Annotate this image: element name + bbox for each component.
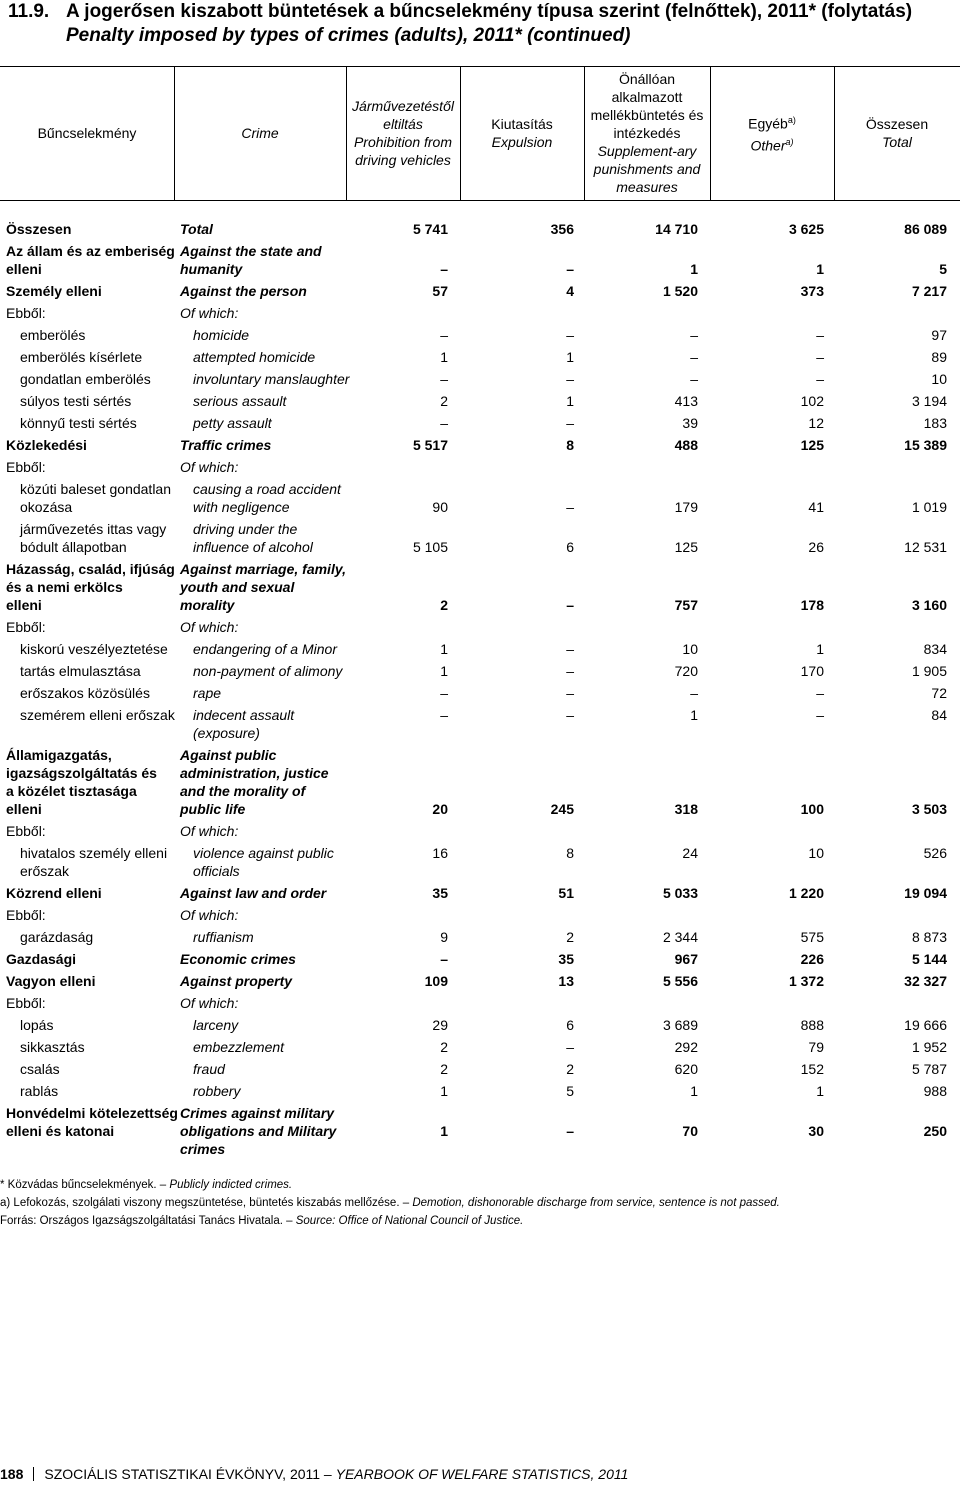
row-label-en: homicide bbox=[193, 327, 250, 343]
page-footer bbox=[0, 1465, 628, 1483]
cell-value: – bbox=[440, 951, 448, 967]
cell-value: 3 689 bbox=[662, 1017, 698, 1033]
cell-value: – bbox=[566, 327, 574, 343]
cell-value: 1 bbox=[816, 641, 824, 657]
cell-value: – bbox=[440, 415, 448, 431]
cell-value: 5 144 bbox=[911, 951, 947, 967]
header-prohibition: Járművezetéstől eltiltás Prohibition from driving vehicles bbox=[352, 98, 454, 168]
cell-value: 356 bbox=[550, 221, 574, 237]
cell-value: 1 952 bbox=[911, 1039, 947, 1055]
cell-value: 178 bbox=[800, 597, 824, 613]
row-label-hu: Ebből: bbox=[6, 459, 46, 475]
row-label-en: driving under the influence of alcohol bbox=[193, 521, 313, 555]
header-crime-hu: Bűncselekmény bbox=[37, 125, 137, 141]
cell-value: 125 bbox=[800, 437, 824, 453]
cell-value: 1 019 bbox=[911, 499, 947, 515]
row-label-hu: Gazdasági bbox=[6, 951, 77, 967]
cell-value: – bbox=[816, 327, 824, 343]
cell-value: – bbox=[690, 371, 698, 387]
footnote-star: * Közvádas bűncselekmények. – Publicly indicted crimes. bbox=[0, 1179, 293, 1191]
cell-value: 1 372 bbox=[788, 973, 824, 989]
cell-value: 5 556 bbox=[662, 973, 698, 989]
cell-value: 720 bbox=[674, 663, 698, 679]
cell-value: – bbox=[690, 327, 698, 343]
row-label-en: Of which: bbox=[180, 823, 239, 839]
row-label-en: Crimes against military obligations and Military crimes bbox=[180, 1105, 337, 1157]
row-label-hu: Az állam és az emberiség elleni bbox=[6, 243, 175, 277]
cell-value: – bbox=[566, 261, 574, 277]
table-row bbox=[0, 972, 960, 990]
cell-value: 988 bbox=[923, 1083, 947, 1099]
cell-value: 3 625 bbox=[788, 221, 824, 237]
cell-value: 5 105 bbox=[412, 539, 448, 555]
cell-value: 19 094 bbox=[904, 885, 947, 901]
header-total: Összesen Total bbox=[865, 116, 929, 150]
cell-value: – bbox=[440, 327, 448, 343]
cell-value: 2 bbox=[440, 597, 448, 613]
cell-value: 888 bbox=[800, 1017, 824, 1033]
cell-value: 183 bbox=[923, 415, 947, 431]
header-bottom-rule bbox=[0, 200, 960, 201]
cell-value: – bbox=[440, 685, 448, 701]
cell-value: 9 bbox=[440, 929, 448, 945]
row-label-en: involuntary manslaughter bbox=[193, 371, 350, 387]
cell-value: 35 bbox=[558, 951, 574, 967]
cell-value: 5 bbox=[939, 261, 947, 277]
header-supplementary: Önállóan alkalmazott mellékbüntetés és intézkedés Supplement-ary punishments and measures bbox=[590, 71, 704, 195]
row-label-hu: Személy elleni bbox=[6, 283, 102, 299]
cell-value: 2 bbox=[440, 1061, 448, 1077]
cell-value: 12 bbox=[808, 415, 824, 431]
cell-value: 84 bbox=[931, 707, 947, 723]
cell-value: – bbox=[566, 415, 574, 431]
cell-value: 250 bbox=[923, 1123, 947, 1139]
table-row bbox=[0, 220, 960, 238]
row-label-en: larceny bbox=[193, 1017, 239, 1033]
footer-title-hu: SZOCIÁLIS STATISZTIKAI ÉVKÖNYV, 2011 – bbox=[44, 1466, 336, 1482]
table-row bbox=[0, 1104, 960, 1158]
row-label-hu: Ebből: bbox=[6, 995, 46, 1011]
cell-value: 3 160 bbox=[911, 597, 947, 613]
cell-value: 5 033 bbox=[662, 885, 698, 901]
cell-value: 1 bbox=[816, 1083, 824, 1099]
row-label-en: Traffic crimes bbox=[180, 437, 272, 453]
cell-value: 226 bbox=[800, 951, 824, 967]
cell-value: 488 bbox=[674, 437, 698, 453]
cell-value: – bbox=[690, 685, 698, 701]
cell-value: 152 bbox=[800, 1061, 824, 1077]
cell-value: – bbox=[566, 641, 574, 657]
row-label-hu: Ebből: bbox=[6, 619, 46, 635]
table-row bbox=[0, 950, 960, 968]
cell-value: 2 344 bbox=[662, 929, 698, 945]
table-row bbox=[0, 706, 960, 742]
row-label-en: Against law and order bbox=[180, 885, 327, 901]
row-label-hu: közúti baleset gondatlan okozása bbox=[20, 481, 171, 515]
footnotes bbox=[0, 1176, 960, 1230]
row-label-hu: hivatalos személy elleni erőszak bbox=[20, 845, 168, 879]
row-label-en: Economic crimes bbox=[180, 951, 296, 967]
cell-value: 5 bbox=[566, 1083, 574, 1099]
cell-value: – bbox=[690, 349, 698, 365]
table-row bbox=[0, 684, 960, 702]
table-title-en: Penalty imposed by types of crimes (adults), 2011* (continued) bbox=[66, 25, 631, 46]
table-row bbox=[0, 560, 960, 614]
cell-value: 10 bbox=[682, 641, 698, 657]
cell-value: 2 bbox=[566, 1061, 574, 1077]
cell-value: – bbox=[566, 499, 574, 515]
cell-value: 413 bbox=[674, 393, 698, 409]
row-label-en: Of which: bbox=[180, 305, 239, 321]
cell-value: – bbox=[816, 371, 824, 387]
table-row bbox=[0, 436, 960, 454]
table-row bbox=[0, 662, 960, 680]
table-row bbox=[0, 458, 960, 476]
row-label-hu: Honvédelmi kötelezettség elleni és katonai bbox=[6, 1105, 178, 1139]
cell-value: 575 bbox=[800, 929, 824, 945]
cell-value: 32 327 bbox=[904, 973, 947, 989]
row-label-hu: Ebből: bbox=[6, 305, 46, 321]
cell-value: – bbox=[566, 371, 574, 387]
cell-value: 5 517 bbox=[412, 437, 448, 453]
row-label-hu: szemérem elleni erőszak bbox=[20, 707, 175, 723]
row-label-en: violence against public officials bbox=[193, 845, 334, 879]
cell-value: 179 bbox=[674, 499, 698, 515]
table-row bbox=[0, 1038, 960, 1056]
row-label-hu: járművezetés ittas vagy bódult állapotban bbox=[20, 521, 167, 555]
cell-value: 1 bbox=[690, 261, 698, 277]
row-label-en: non-payment of alimony bbox=[193, 663, 343, 679]
cell-value: 5 741 bbox=[412, 221, 448, 237]
row-label-hu: gondatlan emberölés bbox=[20, 371, 151, 387]
cell-value: 3 194 bbox=[911, 393, 947, 409]
cell-value: – bbox=[440, 261, 448, 277]
row-label-en: robbery bbox=[193, 1083, 241, 1099]
table-row bbox=[0, 994, 960, 1012]
table-row bbox=[0, 282, 960, 300]
cell-value: 834 bbox=[923, 641, 947, 657]
cell-value: 10 bbox=[931, 371, 947, 387]
cell-value: 6 bbox=[566, 539, 574, 555]
cell-value: 39 bbox=[682, 415, 698, 431]
row-label-en: Against public administration, justice and the morality of public life bbox=[180, 747, 329, 817]
cell-value: 35 bbox=[432, 885, 448, 901]
table-row bbox=[0, 1060, 960, 1078]
row-label-hu: Ebből: bbox=[6, 907, 46, 923]
table-title bbox=[8, 0, 912, 23]
cell-value: 29 bbox=[432, 1017, 448, 1033]
table-row bbox=[0, 1082, 960, 1100]
cell-value: 1 bbox=[440, 641, 448, 657]
cell-value: 57 bbox=[432, 283, 448, 299]
table-title-hu: A jogerősen kiszabott büntetések a bűncselekmény típusa szerint (felnőttek), 2011* (folytatás) bbox=[66, 1, 913, 22]
row-label-en: indecent assault (exposure) bbox=[193, 707, 295, 741]
cell-value: 51 bbox=[558, 885, 574, 901]
cell-value: 967 bbox=[674, 951, 698, 967]
cell-value: 1 220 bbox=[788, 885, 824, 901]
cell-value: – bbox=[816, 349, 824, 365]
cell-value: 19 666 bbox=[904, 1017, 947, 1033]
cell-value: 1 bbox=[566, 349, 574, 365]
cell-value: 97 bbox=[931, 327, 947, 343]
page-number: 188 bbox=[0, 1466, 24, 1482]
row-label-en: Against the state and humanity bbox=[180, 243, 322, 277]
row-label-hu: emberölés bbox=[20, 327, 86, 343]
cell-value: 109 bbox=[424, 973, 448, 989]
cell-value: 1 bbox=[690, 1083, 698, 1099]
cell-value: 2 bbox=[440, 1039, 448, 1055]
cell-value: 10 bbox=[808, 845, 824, 861]
table-row bbox=[0, 392, 960, 410]
cell-value: 89 bbox=[931, 349, 947, 365]
row-label-hu: Vagyon elleni bbox=[6, 973, 96, 989]
cell-value: 170 bbox=[800, 663, 824, 679]
cell-value: 14 710 bbox=[655, 221, 698, 237]
cell-value: 373 bbox=[800, 283, 824, 299]
row-label-en: Against the person bbox=[180, 283, 307, 299]
row-label-hu: Házasság, család, ifjúság és a nemi erkölcs elleni bbox=[6, 561, 175, 613]
footer-title-en: YEARBOOK OF WELFARE STATISTICS, 2011 bbox=[335, 1466, 629, 1482]
cell-value: 8 873 bbox=[911, 929, 947, 945]
cell-value: 292 bbox=[674, 1039, 698, 1055]
row-label-en: Against property bbox=[180, 973, 293, 989]
cell-value: 318 bbox=[674, 801, 698, 817]
footer-separator bbox=[33, 1467, 34, 1481]
cell-value: 1 bbox=[566, 393, 574, 409]
header-expulsion: Kiutasítás Expulsion bbox=[491, 116, 553, 150]
row-label-en: Of which: bbox=[180, 995, 239, 1011]
table-row bbox=[0, 370, 960, 388]
row-label-en: Of which: bbox=[180, 619, 239, 635]
row-label-hu: garázdaság bbox=[20, 929, 94, 945]
cell-value: – bbox=[440, 371, 448, 387]
cell-value: 1 bbox=[440, 663, 448, 679]
cell-value: 1 520 bbox=[662, 283, 698, 299]
cell-value: 3 503 bbox=[911, 801, 947, 817]
table-row bbox=[0, 928, 960, 946]
row-label-hu: erőszakos közösülés bbox=[20, 685, 150, 701]
cell-value: 1 905 bbox=[911, 663, 947, 679]
cell-value: 16 bbox=[432, 845, 448, 861]
row-label-en: causing a road accident with negligence bbox=[193, 481, 341, 515]
cell-value: 8 bbox=[566, 845, 574, 861]
row-label-en: Total bbox=[180, 221, 213, 237]
cell-value: 102 bbox=[800, 393, 824, 409]
cell-value: – bbox=[566, 663, 574, 679]
cell-value: – bbox=[566, 707, 574, 723]
cell-value: 72 bbox=[931, 685, 947, 701]
cell-value: 2 bbox=[440, 393, 448, 409]
cell-value: 13 bbox=[558, 973, 574, 989]
table-row bbox=[0, 746, 960, 818]
row-label-en: Against marriage, family, youth and sexual morality bbox=[180, 561, 346, 613]
row-label-en: Of which: bbox=[180, 907, 239, 923]
row-label-hu: kiskorú veszélyeztetése bbox=[20, 641, 168, 657]
row-label-hu: rablás bbox=[20, 1083, 59, 1099]
row-label-en: embezzlement bbox=[193, 1039, 285, 1055]
table-row bbox=[0, 1016, 960, 1034]
footnote-a: a) Lefokozás, szolgálati viszony megszüntetése, büntetés kiszabás mellőzése. – Demotion, dishonorable discharge from service, sentence is not passed. bbox=[0, 1197, 780, 1209]
table-row bbox=[0, 348, 960, 366]
row-label-en: attempted homicide bbox=[193, 349, 316, 365]
row-label-en: Of which: bbox=[180, 459, 239, 475]
row-label-hu: Ebből: bbox=[6, 823, 46, 839]
cell-value: 757 bbox=[674, 597, 698, 613]
row-label-en: petty assault bbox=[193, 415, 272, 431]
table-row bbox=[0, 520, 960, 556]
cell-value: – bbox=[566, 597, 574, 613]
table-row bbox=[0, 304, 960, 322]
cell-value: 30 bbox=[808, 1123, 824, 1139]
table-row bbox=[0, 906, 960, 924]
cell-value: 1 bbox=[440, 1083, 448, 1099]
row-label-en: ruffianism bbox=[193, 929, 254, 945]
row-label-hu: súlyos testi sértés bbox=[20, 393, 132, 409]
cell-value: 90 bbox=[432, 499, 448, 515]
table-row bbox=[0, 414, 960, 432]
cell-value: 24 bbox=[682, 845, 698, 861]
cell-value: 20 bbox=[432, 801, 448, 817]
cell-value: 7 217 bbox=[911, 283, 947, 299]
cell-value: 4 bbox=[566, 283, 574, 299]
table-row bbox=[0, 844, 960, 880]
row-label-hu: Összesen bbox=[6, 221, 72, 237]
row-label-hu: tartás elmulasztása bbox=[20, 663, 141, 679]
row-label-en: rape bbox=[193, 685, 222, 701]
header-other: Egyéb$^{a)}$ Other$^{a)}$ bbox=[748, 115, 796, 154]
footnote-source: Forrás: Országos Igazságszolgáltatási Tanács Hivatala. – Source: Office of National Council of Justice. bbox=[0, 1215, 524, 1227]
row-label-hu: lopás bbox=[20, 1017, 54, 1033]
row-label-en: fraud bbox=[193, 1061, 225, 1077]
table-row bbox=[0, 822, 960, 840]
cell-value: 2 bbox=[566, 929, 574, 945]
row-label-hu: könnyű testi sértés bbox=[20, 415, 137, 431]
cell-value: 70 bbox=[682, 1123, 698, 1139]
cell-value: 620 bbox=[674, 1061, 698, 1077]
cell-value: 41 bbox=[808, 499, 824, 515]
table-row bbox=[0, 242, 960, 278]
cell-value: – bbox=[440, 707, 448, 723]
cell-value: – bbox=[816, 707, 824, 723]
cell-value: 86 089 bbox=[904, 221, 947, 237]
table-row bbox=[0, 480, 960, 516]
cell-value: 6 bbox=[566, 1017, 574, 1033]
cell-value: 5 787 bbox=[911, 1061, 947, 1077]
cell-value: 79 bbox=[808, 1039, 824, 1055]
table-row bbox=[0, 618, 960, 636]
cell-value: 1 bbox=[690, 707, 698, 723]
row-label-en: serious assault bbox=[193, 393, 287, 409]
cell-value: 1 bbox=[440, 1123, 448, 1139]
cell-value: 245 bbox=[550, 801, 574, 817]
table-row bbox=[0, 884, 960, 902]
cell-value: 1 bbox=[816, 261, 824, 277]
cell-value: 125 bbox=[674, 539, 698, 555]
cell-value: 1 bbox=[440, 349, 448, 365]
row-label-hu: emberölés kísérlete bbox=[20, 349, 143, 365]
cell-value: 12 531 bbox=[904, 539, 947, 555]
row-label-hu: csalás bbox=[20, 1061, 60, 1077]
header-crime-en: Crime bbox=[241, 125, 279, 141]
row-label-hu: Közlekedési bbox=[6, 437, 87, 453]
cell-value: 526 bbox=[923, 845, 947, 861]
row-label-en: endangering of a Minor bbox=[193, 641, 337, 657]
cell-value: 8 bbox=[566, 437, 574, 453]
row-label-hu: sikkasztás bbox=[20, 1039, 85, 1055]
table-number: 11.9. bbox=[8, 1, 50, 22]
cell-value: 26 bbox=[808, 539, 824, 555]
cell-value: – bbox=[816, 685, 824, 701]
table-row bbox=[0, 640, 960, 658]
row-label-hu: Közrend elleni bbox=[6, 885, 102, 901]
cell-value: – bbox=[566, 1123, 574, 1139]
cell-value: 100 bbox=[800, 801, 824, 817]
row-label-hu: Államigazgatás, igazságszolgáltatás és a közélet tisztasága elleni bbox=[6, 747, 157, 817]
cell-value: – bbox=[566, 1039, 574, 1055]
cell-value: – bbox=[566, 685, 574, 701]
cell-value: 15 389 bbox=[904, 437, 947, 453]
table-row bbox=[0, 326, 960, 344]
